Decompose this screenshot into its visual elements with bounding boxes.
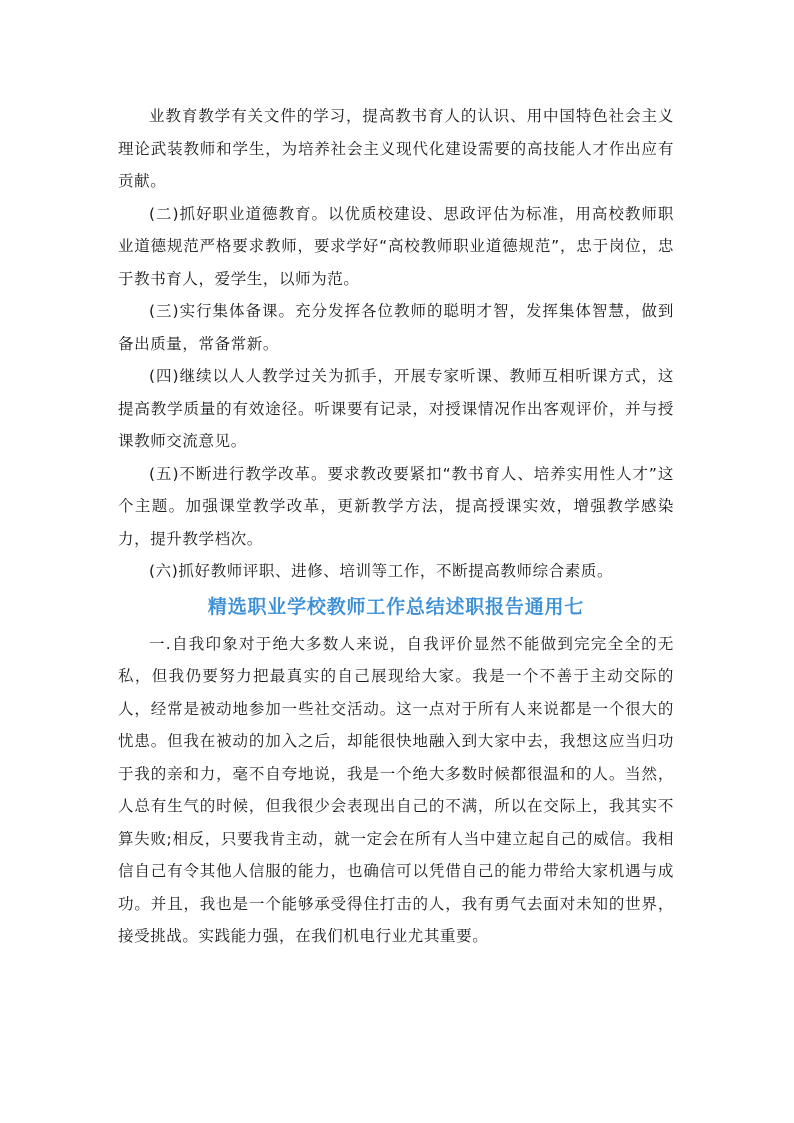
paragraph-ethics-education: (二)抓好职业道德教育。以优质校建设、思政评估为标准，用高校教师职业道德规范严格要求教师，要求学好“高校教师职业道德规范”，忠于岗位，忠于教书育人，爱学生，以师为范。	[118, 204, 674, 288]
paragraph-continuation: 业教育教学有关文件的学习，提高教书育人的认识、用中国特色社会主义理论武装教师和学生，为培养社会主义现代化建设需要的高技能人才作出应有贡献。	[118, 107, 674, 190]
paragraph-teaching-checks: (四)继续以人人教学过关为抓手，开展专家听课、教师互相听课方式，这提高教学质量的有效途径。听课要有记录，对授课情况作出客观评价，并与授课教师交流意见。	[118, 367, 674, 450]
document-body	[118, 100, 674, 953]
paragraph-collective-lesson-prep: (三)实行集体备课。充分发挥各位教师的聪明才智，发挥集体智慧，做到备出质量，常备常新。	[118, 302, 674, 353]
paragraph-self-impression: 一.自我印象对于绝大多数人来说，自我评价显然不能做到完完全全的无私，但我仍要努力把最真实的自己展现给大家。我是一个不善于主动交际的人，经常是被动地参加一些社交活动。这一点对于所有人来说都是一个很大的忧患。但我在被动的加入之后，却能很快地融入到大家中去，我想这应当归功于我的亲和力，毫不自夸地说，我是一个绝大多数时候都很温和的人。当然，人总有生气的时候，但我很少会表现出自己的不满，所以在交际上，我其实不算失败;相反，只要我肯主动，就一定会在所有人当中建立起自己的威信。我相信自己有令其他人信服的能力，也确信可以凭借自己的能力带给大家机遇与成功。并且，我也是一个能够承受得住打击的人，我有勇气去面对未知的世界，接受挑战。实践能力强，在我们机电行业尤其重要。	[118, 634, 674, 945]
section-heading: 精选职业学校教师工作总结述职报告通用七	[207, 595, 585, 618]
paragraph-teaching-reform: (五)不断进行教学改革。要求教改要紧扣“教书育人、培养实用性人才”这个主题。加强课堂教学改革，更新教学方法，提高授课实效，增强教学感染力，提升教学档次。	[118, 464, 674, 548]
paragraph-teacher-training: (六)抓好教师评职、进修、培训等工作，不断提高教师综合素质。	[149, 562, 614, 580]
